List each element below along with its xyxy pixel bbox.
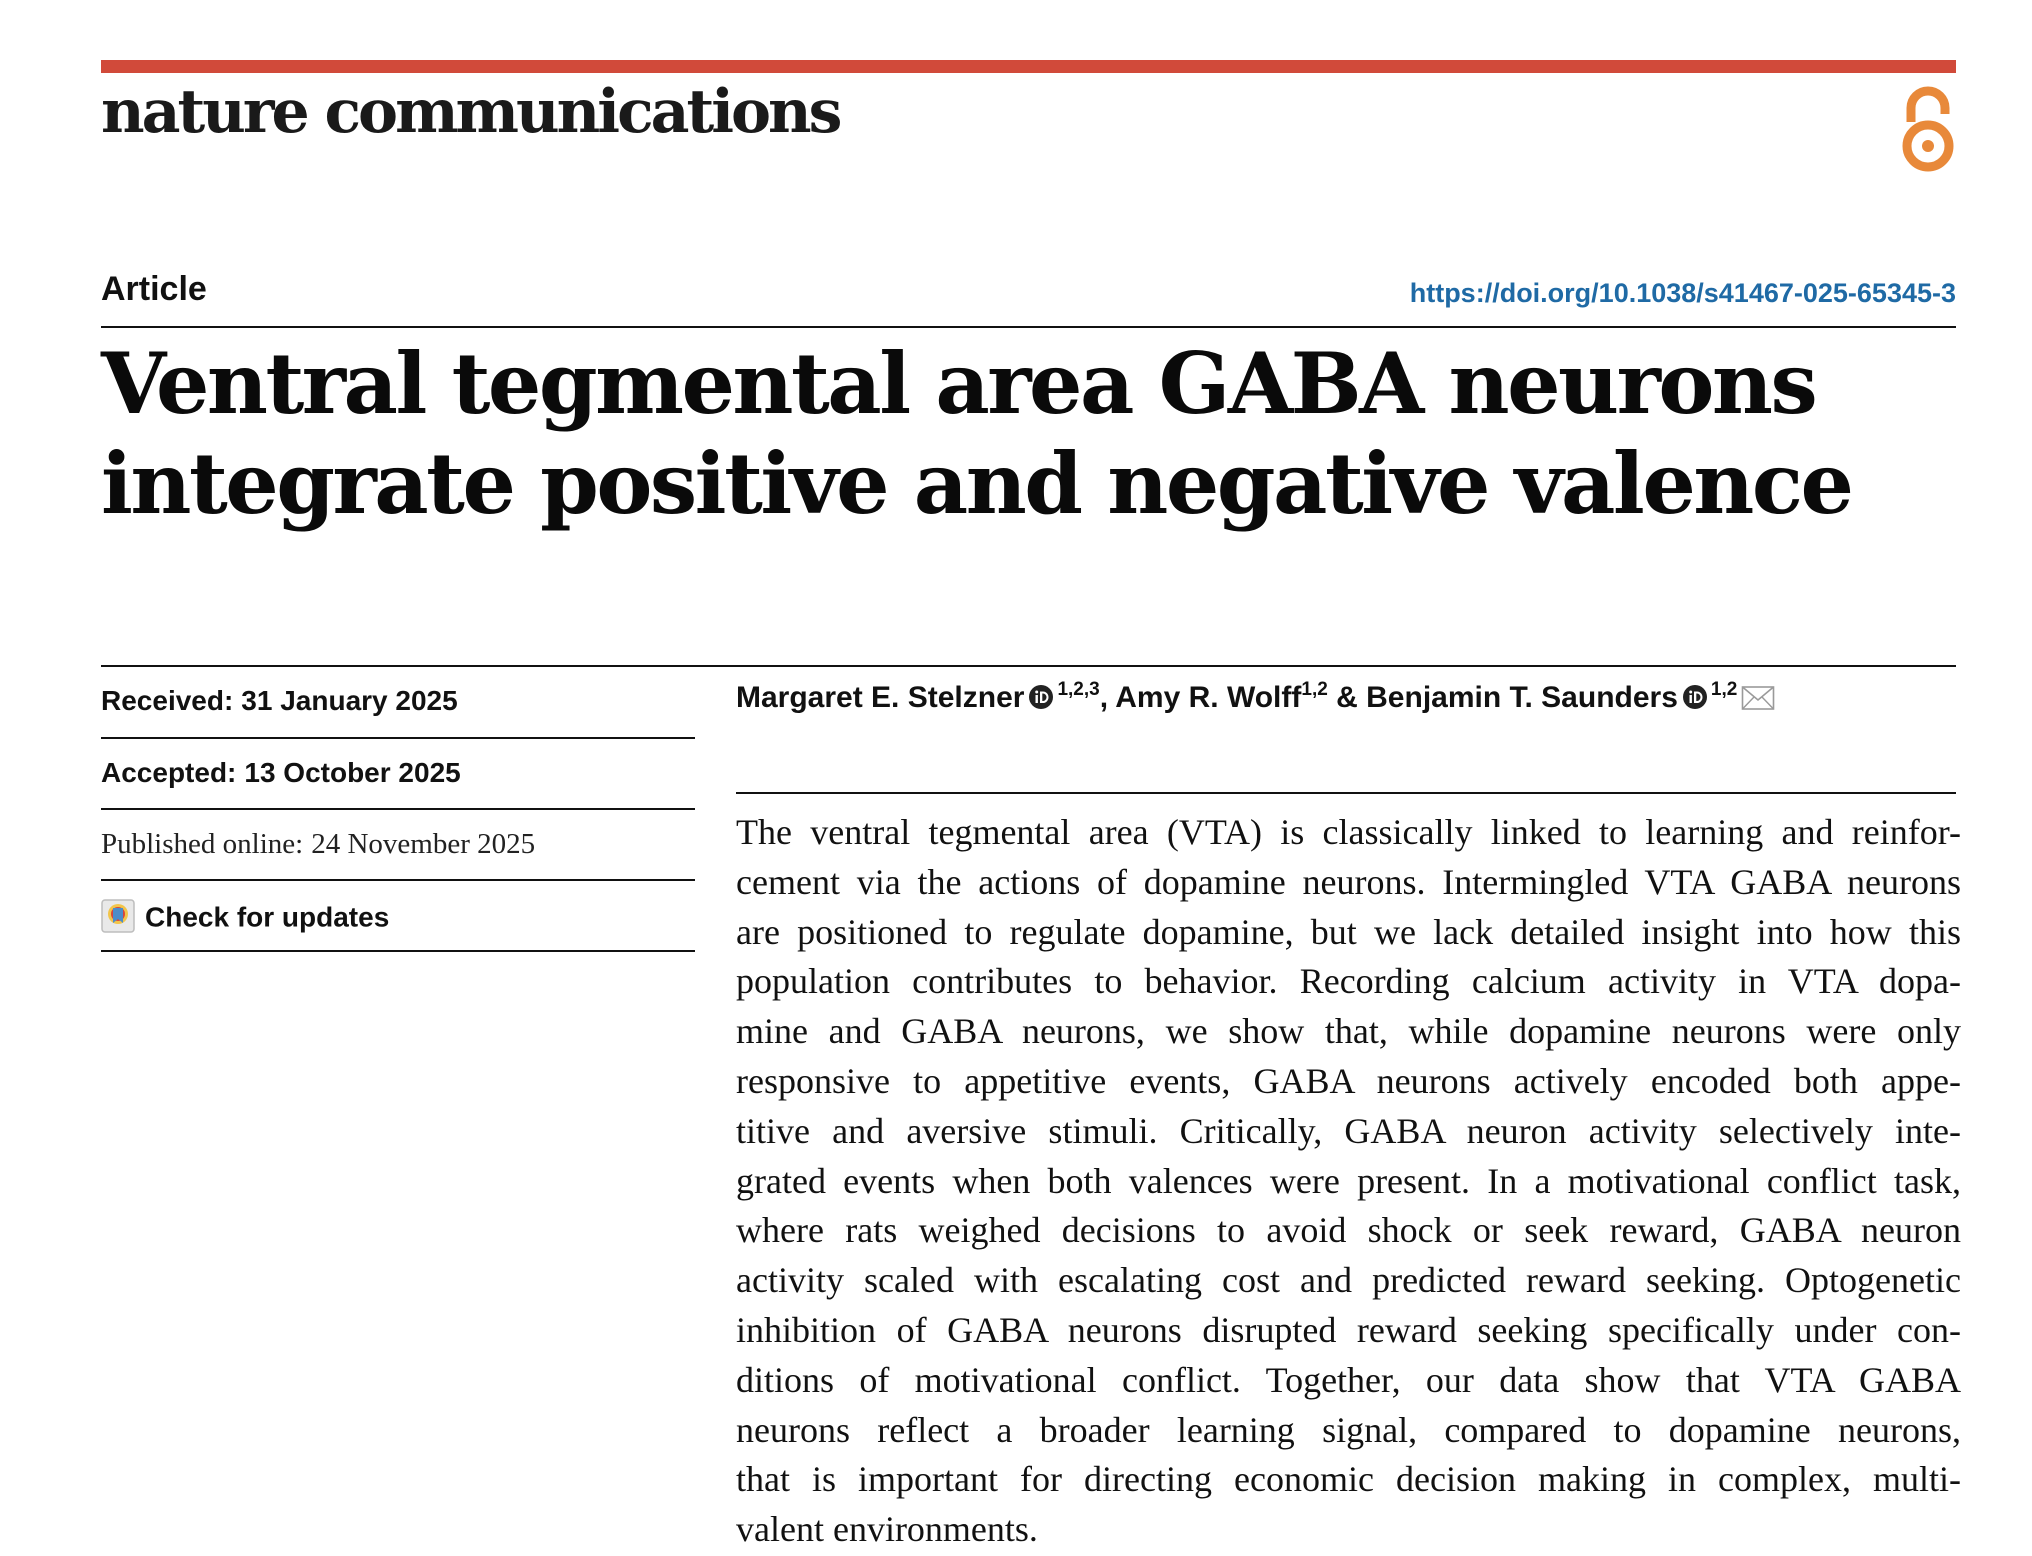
abstract-line: grated events when both valences were present. In a motivational conflict task, xyxy=(736,1160,1961,1201)
doi-link[interactable]: https://doi.org/10.1038/s41467-025-65345-3 xyxy=(1409,278,1956,308)
received-value: 31 January 2025 xyxy=(241,685,458,716)
abstract-line: population contributes to behavior. Recording calcium activity in VTA dopa- xyxy=(736,961,1961,1002)
author-separator: & xyxy=(1327,681,1367,714)
abstract-line: that is important for directing economic decision making in complex, multi- xyxy=(736,1459,1961,1500)
abstract-line: where rats weighed decisions to avoid shock or seek reward, GABA neuron xyxy=(736,1210,1961,1251)
open-access-lock-icon xyxy=(1898,84,1958,174)
title-rule xyxy=(101,326,1956,328)
check-for-updates-button[interactable] xyxy=(101,902,695,936)
title-line: integrate positive and negative valence xyxy=(101,434,1852,533)
published-label: Published online: xyxy=(101,828,304,860)
abstract-line: cement via the actions of dopamine neurons. Intermingled VTA GABA neurons xyxy=(736,861,1961,902)
author[interactable] xyxy=(1366,681,1737,714)
abstract-line: are positioned to regulate dopamine, but we lack detailed insight into how this xyxy=(736,911,1961,952)
orcid-icon[interactable] xyxy=(1028,684,1054,710)
abstract-line: activity scaled with escalating cost and predicted reward seeking. Optogenetic xyxy=(736,1260,1961,1301)
abstract-line: neurons reflect a broader learning signal, compared to dopamine neurons, xyxy=(736,1409,1961,1450)
author-name: Amy R. Wolff xyxy=(1115,681,1302,714)
abstract-line: titive and aversive stimuli. Critically, GABA neuron activity selectively inte- xyxy=(736,1110,1961,1151)
author-affiliations: 1,2 xyxy=(1301,679,1328,700)
accepted-value: 13 October 2025 xyxy=(244,757,461,788)
meta-divider xyxy=(101,737,695,739)
received-date xyxy=(101,687,695,715)
meta-divider xyxy=(101,879,695,881)
abstract-line: The ventral tegmental area (VTA) is classically linked to learning and reinfor- xyxy=(736,812,1961,852)
abstract-line: responsive to appetitive events, GABA neurons actively encoded both appe- xyxy=(736,1060,1961,1101)
abstract-line: valent environments. xyxy=(736,1509,1038,1550)
article-type: Article xyxy=(101,270,207,308)
received-label: Received: xyxy=(101,685,234,716)
meta-divider xyxy=(101,950,695,952)
abstract-line: inhibition of GABA neurons disrupted reward seeking specifically under con- xyxy=(736,1309,1961,1350)
author-name: Margaret E. Stelzner xyxy=(736,681,1025,714)
article-title xyxy=(101,334,1941,534)
author-name: Benjamin T. Saunders xyxy=(1366,681,1678,714)
author[interactable] xyxy=(1115,681,1328,714)
journal-accent-rule xyxy=(101,60,1956,73)
mail-icon[interactable] xyxy=(1741,685,1775,711)
abstract-rule xyxy=(736,792,1956,794)
abstract-line: mine and GABA neurons, we show that, while dopamine neurons were only xyxy=(736,1011,1961,1052)
author[interactable] xyxy=(736,681,1100,714)
author-affiliations: 1,2 xyxy=(1710,679,1738,700)
meta-divider xyxy=(101,808,695,810)
abstract xyxy=(736,808,1961,1555)
check-for-updates-label: Check for updates xyxy=(145,901,390,933)
author-list xyxy=(736,680,1775,716)
title-line: Ventral tegmental area GABA neurons xyxy=(101,334,1816,433)
author-affiliations: 1,2,3 xyxy=(1057,679,1100,700)
check-for-updates-icon xyxy=(101,899,135,933)
published-value: 24 November 2025 xyxy=(311,828,536,860)
meta-top-rule xyxy=(101,665,1956,667)
author-separator: , xyxy=(1099,681,1116,714)
published-date xyxy=(101,830,695,859)
accepted-label: Accepted: xyxy=(101,757,237,788)
journal-name[interactable]: nature communications xyxy=(101,77,840,147)
accepted-date xyxy=(101,759,695,787)
abstract-line: ditions of motivational conflict. Together, our data show that VTA GABA xyxy=(736,1359,1961,1400)
orcid-icon[interactable] xyxy=(1682,684,1708,710)
